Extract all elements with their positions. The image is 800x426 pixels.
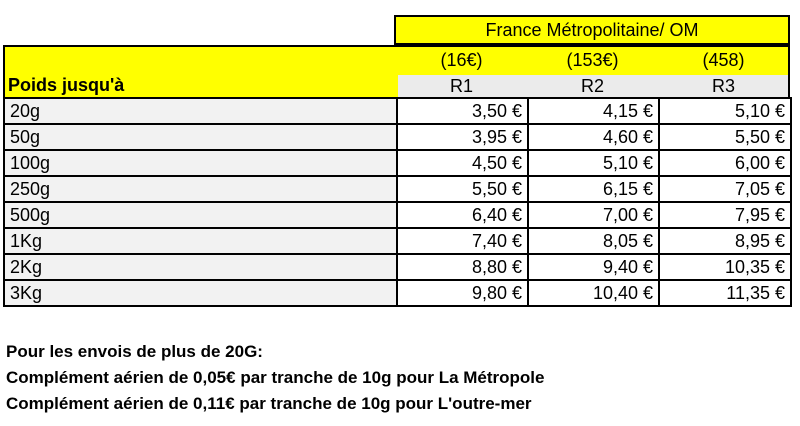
header-band	[3, 45, 790, 97]
price-cell-r3: 5,50 €	[659, 124, 791, 150]
table-row	[4, 228, 791, 254]
weight-cell: 100g	[4, 150, 397, 176]
weight-cell: 1Kg	[4, 228, 397, 254]
zone-title: France Métropolitaine/ OM	[394, 15, 790, 45]
weight-cell: 250g	[4, 176, 397, 202]
weight-cell: 3Kg	[4, 280, 397, 306]
note-outre-mer: Complément aérien de 0,11€ par tranche de 10g pour L'outre-mer	[6, 394, 532, 413]
table-row	[4, 202, 791, 228]
price-cell-r1: 4,50 €	[397, 150, 528, 176]
price-cell-r1: 5,50 €	[397, 176, 528, 202]
price-cell-r3: 6,00 €	[659, 150, 791, 176]
price-cell-r1: 8,80 €	[397, 254, 528, 280]
price-cell-r3: 5,10 €	[659, 98, 791, 124]
r3-count: (458)	[702, 50, 745, 70]
price-cell-r2: 7,00 €	[528, 202, 659, 228]
price-cell-r3: 8,95 €	[659, 228, 791, 254]
price-cell-r2: 6,15 €	[528, 176, 659, 202]
price-cell-r2: 4,60 €	[528, 124, 659, 150]
price-cell-r2: 10,40 €	[528, 280, 659, 306]
notes-block	[6, 339, 544, 417]
rate-table	[3, 97, 792, 307]
table-row	[4, 254, 791, 280]
price-cell-r2: 9,40 €	[528, 254, 659, 280]
note-heading: Pour les envois de plus de 20G:	[6, 342, 263, 361]
table-row	[4, 98, 791, 124]
price-cell-r3: 7,05 €	[659, 176, 791, 202]
price-cell-r2: 8,05 €	[528, 228, 659, 254]
weight-cell: 500g	[4, 202, 397, 228]
price-cell-r1: 7,40 €	[397, 228, 528, 254]
weight-cell: 2Kg	[4, 254, 397, 280]
price-cell-r3: 11,35 €	[659, 280, 791, 306]
r1-header: R1	[449, 76, 473, 96]
r3-header: R3	[711, 76, 735, 96]
table-row	[4, 280, 791, 306]
price-cell-r3: 7,95 €	[659, 202, 791, 228]
r2-header: R2	[580, 76, 604, 96]
weight-column-header: Poids jusqu'à	[8, 75, 125, 95]
price-cell-r1: 3,50 €	[397, 98, 528, 124]
price-cell-r2: 4,15 €	[528, 98, 659, 124]
note-metropole: Complément aérien de 0,05€ par tranche de 10g pour La Métropole	[6, 368, 545, 387]
weight-cell: 50g	[4, 124, 397, 150]
weight-cell: 20g	[4, 98, 397, 124]
table-row	[4, 124, 791, 150]
price-cell-r3: 10,35 €	[659, 254, 791, 280]
table-row	[4, 150, 791, 176]
price-cell-r1: 6,40 €	[397, 202, 528, 228]
table-row	[4, 176, 791, 202]
r1-count: (16€)	[440, 50, 483, 70]
price-cell-r1: 9,80 €	[397, 280, 528, 306]
price-cell-r2: 5,10 €	[528, 150, 659, 176]
r2-count: (153€)	[566, 50, 619, 70]
price-cell-r1: 3,95 €	[397, 124, 528, 150]
